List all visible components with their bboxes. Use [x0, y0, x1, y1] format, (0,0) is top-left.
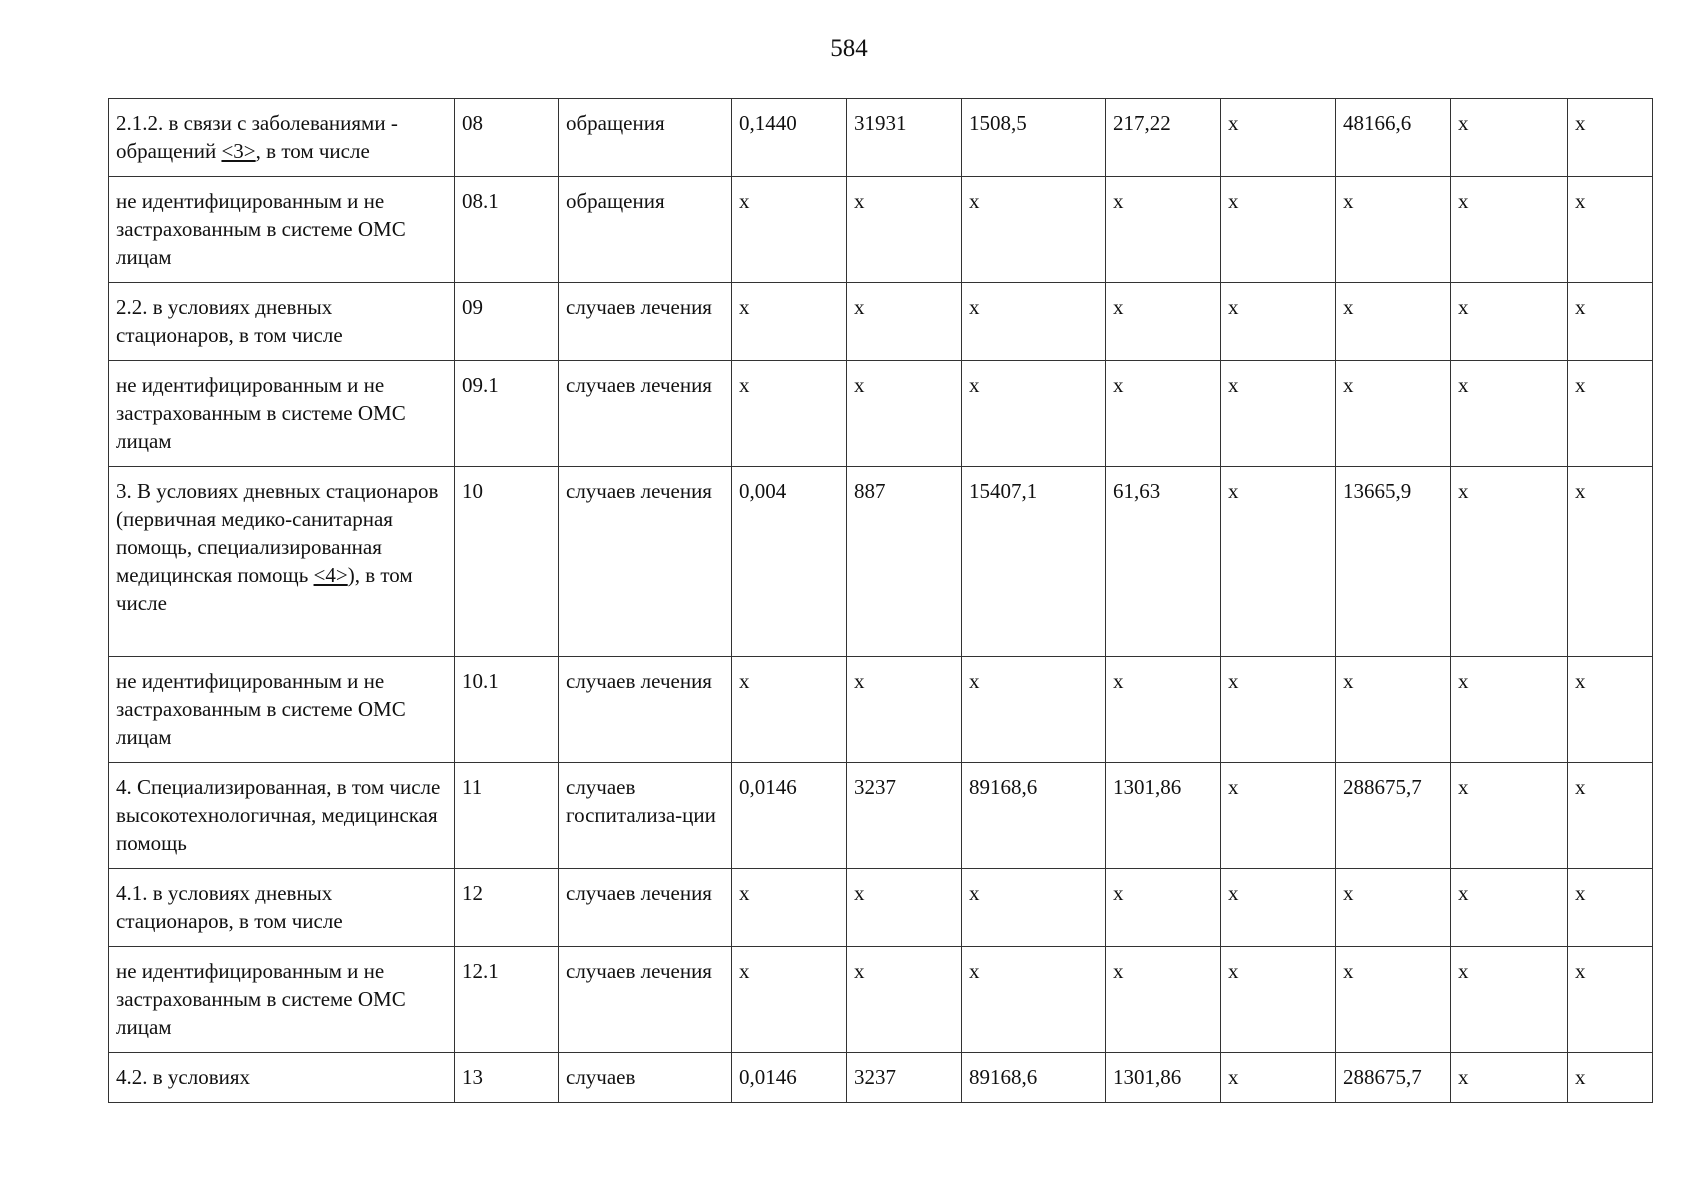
value-cell: х: [1568, 869, 1653, 947]
value-cell: х: [962, 947, 1106, 1053]
value-cell: х: [732, 657, 847, 763]
value-cell: х: [732, 947, 847, 1053]
value-cell: 89168,6: [962, 763, 1106, 869]
value-cell: х: [962, 177, 1106, 283]
footnote-ref-link[interactable]: <3>: [221, 139, 256, 163]
value-cell: х: [1451, 283, 1568, 361]
table-row: [109, 177, 1653, 283]
table-row: [109, 763, 1653, 869]
value-cell: х: [1568, 99, 1653, 177]
value-cell: х: [1568, 1053, 1653, 1103]
table-body: [109, 99, 1653, 1103]
table-row: [109, 99, 1653, 177]
row-name-cell: [109, 657, 455, 763]
row-name-cell: [109, 177, 455, 283]
table-row: [109, 947, 1653, 1053]
value-cell: х: [1568, 361, 1653, 467]
row-code-cell: 13: [455, 1053, 559, 1103]
value-cell: х: [1221, 283, 1336, 361]
row-name-text: , в том числе: [255, 139, 370, 163]
row-name-text: 4.1. в условиях дневных стационаров, в том числе: [116, 881, 343, 933]
footnote-ref-link[interactable]: <4>: [313, 563, 348, 587]
value-cell: х: [847, 869, 962, 947]
value-cell: х: [962, 361, 1106, 467]
row-name-text: 3. В условиях дневных стационаров (первичная медико-санитарная помощь, специализированная медицинская помощь: [116, 479, 439, 587]
value-cell: х: [847, 361, 962, 467]
row-name-text: не идентифицированным и не застрахованным в системе ОМС лицам: [116, 669, 406, 749]
value-cell: х: [1336, 177, 1451, 283]
value-cell: х: [1106, 869, 1221, 947]
value-cell: х: [1451, 763, 1568, 869]
row-name-text: 4. Специализированная, в том числе высокотехнологичная, медицинская помощь: [116, 775, 441, 855]
value-cell: х: [1221, 869, 1336, 947]
value-cell: х: [962, 657, 1106, 763]
value-cell: 0,004: [732, 467, 847, 657]
table-row: [109, 869, 1653, 947]
page-number: 584: [830, 35, 868, 62]
value-cell: 61,63: [1106, 467, 1221, 657]
row-unit-cell: случаев госпитализа-ции: [559, 763, 732, 869]
row-name-text: 2.2. в условиях дневных стационаров, в том числе: [116, 295, 343, 347]
value-cell: х: [1221, 99, 1336, 177]
row-unit-cell: случаев лечения: [559, 361, 732, 467]
value-cell: х: [1336, 361, 1451, 467]
row-name-text: не идентифицированным и не застрахованным в системе ОМС лицам: [116, 373, 406, 453]
value-cell: 31931: [847, 99, 962, 177]
value-cell: х: [1568, 657, 1653, 763]
value-cell: х: [1568, 177, 1653, 283]
value-cell: 1508,5: [962, 99, 1106, 177]
table-row: [109, 467, 1653, 657]
row-name-cell: [109, 361, 455, 467]
value-cell: х: [1451, 99, 1568, 177]
value-cell: 13665,9: [1336, 467, 1451, 657]
value-cell: 3237: [847, 763, 962, 869]
value-cell: х: [1451, 947, 1568, 1053]
value-cell: х: [1568, 947, 1653, 1053]
row-name-cell: [109, 1053, 455, 1103]
value-cell: х: [847, 947, 962, 1053]
value-cell: 1301,86: [1106, 1053, 1221, 1103]
row-name-cell: [109, 947, 455, 1053]
value-cell: х: [1221, 763, 1336, 869]
row-unit-cell: случаев лечения: [559, 947, 732, 1053]
row-name-cell: [109, 763, 455, 869]
value-cell: 0,1440: [732, 99, 847, 177]
value-cell: 3237: [847, 1053, 962, 1103]
value-cell: х: [1336, 283, 1451, 361]
value-cell: 0,0146: [732, 1053, 847, 1103]
row-code-cell: 08.1: [455, 177, 559, 283]
value-cell: х: [847, 177, 962, 283]
value-cell: х: [732, 283, 847, 361]
row-name-text: не идентифицированным и не застрахованным в системе ОМС лицам: [116, 959, 406, 1039]
value-cell: 89168,6: [962, 1053, 1106, 1103]
value-cell: 887: [847, 467, 962, 657]
value-cell: х: [1336, 657, 1451, 763]
row-name-text: не идентифицированным и не застрахованным в системе ОМС лицам: [116, 189, 406, 269]
value-cell: х: [1451, 869, 1568, 947]
value-cell: х: [1221, 177, 1336, 283]
value-cell: х: [732, 361, 847, 467]
value-cell: х: [1106, 361, 1221, 467]
value-cell: х: [1451, 467, 1568, 657]
table-row: [109, 283, 1653, 361]
value-cell: 1301,86: [1106, 763, 1221, 869]
row-name-text: 4.2. в условиях: [116, 1065, 251, 1089]
row-unit-cell: случаев лечения: [559, 869, 732, 947]
value-cell: х: [1451, 657, 1568, 763]
value-cell: 288675,7: [1336, 763, 1451, 869]
value-cell: х: [1451, 361, 1568, 467]
row-name-text: 2.1.2. в связи с заболеваниями - обращений: [116, 111, 398, 163]
value-cell: х: [1568, 763, 1653, 869]
row-name-cell: [109, 869, 455, 947]
row-name-cell: [109, 467, 455, 657]
row-code-cell: 08: [455, 99, 559, 177]
value-cell: х: [962, 869, 1106, 947]
table-row: [109, 657, 1653, 763]
table-row: [109, 361, 1653, 467]
value-cell: х: [1221, 467, 1336, 657]
table-row: [109, 1053, 1653, 1103]
row-name-cell: [109, 99, 455, 177]
row-name-text: ), в том числе: [116, 563, 413, 615]
value-cell: х: [1568, 283, 1653, 361]
row-unit-cell: случаев: [559, 1053, 732, 1103]
value-cell: х: [1451, 1053, 1568, 1103]
value-cell: х: [1106, 947, 1221, 1053]
row-code-cell: 11: [455, 763, 559, 869]
value-cell: 217,22: [1106, 99, 1221, 177]
row-unit-cell: обращения: [559, 177, 732, 283]
value-cell: х: [962, 283, 1106, 361]
row-unit-cell: обращения: [559, 99, 732, 177]
row-name-cell: [109, 283, 455, 361]
value-cell: 15407,1: [962, 467, 1106, 657]
value-cell: х: [732, 869, 847, 947]
value-cell: х: [847, 657, 962, 763]
row-code-cell: 10.1: [455, 657, 559, 763]
row-code-cell: 12: [455, 869, 559, 947]
value-cell: х: [1568, 467, 1653, 657]
value-cell: х: [732, 177, 847, 283]
value-cell: 288675,7: [1336, 1053, 1451, 1103]
data-table: [108, 98, 1653, 1103]
value-cell: х: [1221, 657, 1336, 763]
value-cell: х: [1336, 947, 1451, 1053]
value-cell: х: [1106, 657, 1221, 763]
value-cell: х: [847, 283, 962, 361]
value-cell: х: [1106, 177, 1221, 283]
row-code-cell: 09: [455, 283, 559, 361]
row-unit-cell: случаев лечения: [559, 657, 732, 763]
value-cell: 48166,6: [1336, 99, 1451, 177]
row-code-cell: 12.1: [455, 947, 559, 1053]
row-unit-cell: случаев лечения: [559, 283, 732, 361]
value-cell: 0,0146: [732, 763, 847, 869]
value-cell: х: [1221, 1053, 1336, 1103]
value-cell: х: [1221, 947, 1336, 1053]
value-cell: х: [1336, 869, 1451, 947]
row-code-cell: 09.1: [455, 361, 559, 467]
value-cell: х: [1451, 177, 1568, 283]
value-cell: х: [1221, 361, 1336, 467]
row-code-cell: 10: [455, 467, 559, 657]
row-unit-cell: случаев лечения: [559, 467, 732, 657]
value-cell: х: [1106, 283, 1221, 361]
